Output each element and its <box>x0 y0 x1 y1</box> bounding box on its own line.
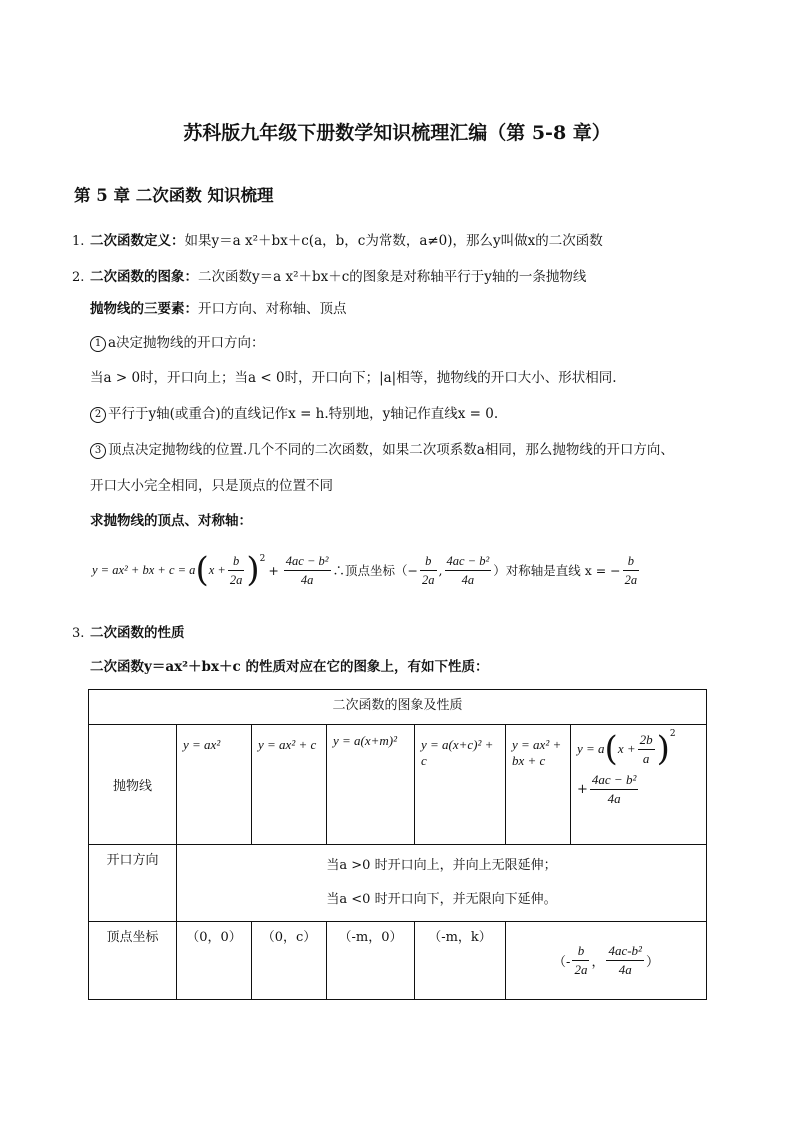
point-3-line <box>90 440 674 460</box>
table-row <box>89 725 707 845</box>
square-exponent: 2 <box>259 554 266 564</box>
graph-text: 二次函数y＝a x²＋bx＋c的图象是对称轴平行于y轴的一条抛物线 <box>198 269 587 285</box>
fraction-discriminant <box>606 942 644 979</box>
comma: , <box>438 562 443 578</box>
vertex-cell: （0，c） <box>252 922 327 1000</box>
right-paren: ) <box>656 729 670 769</box>
open-up-text: 当a >0 时开口向上，并向上无限延伸； <box>326 858 557 873</box>
fraction-denominator: 4a <box>618 962 632 977</box>
plus-sign: + <box>268 562 279 578</box>
point-2-text: 平行于y轴(或重合)的直线记作x = h.特别地，y轴记作直线x = 0. <box>108 406 499 422</box>
chapter-heading: 第 5 章 二次函数 知识梳理 <box>74 186 274 205</box>
fraction-denominator: 4a <box>300 572 314 587</box>
vertex-coordinate-text: ∴顶点坐标（− <box>332 563 419 578</box>
fraction-numerator: b <box>623 552 640 571</box>
graph-line <box>90 267 586 287</box>
open-bracket: （- <box>553 955 571 970</box>
definition-line <box>90 231 603 251</box>
fraction-denominator: 2a <box>574 962 588 977</box>
vertex-form-lhs: y = a <box>577 741 605 756</box>
item-number: 1. <box>72 234 85 249</box>
vertex-form-line <box>577 729 700 769</box>
square-exponent: 2 <box>669 729 676 739</box>
form-cell: y = ax² + c <box>252 725 327 845</box>
table-caption-row <box>89 690 707 725</box>
fraction-numerator: 4ac − b² <box>445 552 492 571</box>
row-label-vertex: 顶点坐标 <box>89 922 177 1000</box>
row-label-opening: 开口方向 <box>89 845 177 922</box>
point-1-line <box>90 333 265 353</box>
form-cell: y = a(x+m)² <box>327 725 415 845</box>
circled-number-3: 3 <box>90 443 106 459</box>
vertex-cell: （-m，k） <box>415 922 506 1000</box>
opening-direction-cell <box>177 845 707 922</box>
circled-number-2: 2 <box>90 407 106 423</box>
properties-table <box>88 689 707 1000</box>
table-row <box>89 845 707 922</box>
circled-number-1: 1 <box>90 336 106 352</box>
fraction-b-over-2a <box>228 552 245 589</box>
fraction-discriminant <box>445 552 492 589</box>
fraction-discriminant <box>284 552 331 589</box>
vertex-formula <box>92 550 641 590</box>
definition-label: 二次函数定义： <box>90 233 185 249</box>
fraction-numerator: b <box>420 552 437 571</box>
vertex-cell: （0，0） <box>177 922 252 1000</box>
fraction-numerator: b <box>572 942 589 961</box>
form-cell-vertex-form <box>571 725 707 845</box>
properties-intro-text: 二次函数y＝ax²＋bx＋c 的性质对应在它的图象上，有如下性质： <box>90 659 489 675</box>
point-1-text: a决定抛物线的开口方向： <box>108 335 265 351</box>
fraction-numerator: 4ac − b² <box>284 552 331 571</box>
vertex-cell-general <box>506 922 707 1000</box>
close-bracket: ） <box>645 955 659 970</box>
properties-label: 二次函数的性质 <box>90 625 185 641</box>
vertex-form-line2 <box>577 771 700 808</box>
form-cell: y = a(x+c)² + c <box>415 725 506 845</box>
formula-lhs: y = ax² + bx + c = a <box>92 562 196 577</box>
fraction-denominator: a <box>642 750 650 766</box>
vertex-cell: （-m，0） <box>327 922 415 1000</box>
definition-text: 如果y＝a x²＋bx＋c(a，b，c为常数，a≠0)，那么y叫做x的二次函数 <box>184 233 603 249</box>
fraction-denominator: 2a <box>229 572 243 587</box>
elements-text: 开口方向、对称轴、顶点 <box>198 301 347 317</box>
fraction-numerator: 4ac − b² <box>590 771 638 790</box>
properties-intro <box>90 657 488 677</box>
row-label-parabola: 抛物线 <box>89 725 177 845</box>
fraction-b-over-2a <box>572 942 589 979</box>
fraction-2b-over-a <box>638 731 655 768</box>
point-3b-line: 开口大小完全相同，只是顶点的位置不同 <box>90 478 333 494</box>
right-paren: ) <box>246 550 260 590</box>
axis-text: ）对称轴是直线 x = − <box>493 563 621 578</box>
fraction-b-over-2a <box>623 552 640 589</box>
fraction-b-over-2a <box>420 552 437 589</box>
fraction-denominator: 2a <box>624 572 638 587</box>
elements-line <box>90 299 347 319</box>
fraction-numerator: 4ac-b² <box>606 942 644 961</box>
vertex-heading <box>90 511 252 531</box>
fraction-discriminant <box>590 771 638 808</box>
fraction-numerator: b <box>228 552 245 571</box>
left-paren: ( <box>195 550 209 590</box>
comma: ， <box>591 955 605 970</box>
form-cell: y = ax² <box>177 725 252 845</box>
formula-inner: x + <box>208 562 226 577</box>
vertex-label: 求抛物线的顶点、对称轴： <box>90 513 252 529</box>
plus-sign: + <box>577 782 588 797</box>
general-vertex <box>512 942 700 979</box>
fraction-denominator: 4a <box>461 572 475 587</box>
fraction-numerator: 2b <box>638 731 655 750</box>
left-paren: ( <box>604 729 618 769</box>
table-row <box>89 922 707 1000</box>
open-down-text: 当a <0 时开口向下，并无限向下延伸。 <box>326 892 557 907</box>
properties-heading <box>90 623 185 643</box>
elements-label: 抛物线的三要素： <box>90 301 198 317</box>
table-caption: 二次函数的图象及性质 <box>89 690 707 725</box>
point-2-line <box>90 404 498 424</box>
point-1b-line: 当a > 0时，开口向上；当a < 0时，开口向下；|a|相等，抛物线的开口大小、形状相同. <box>90 370 617 386</box>
graph-label: 二次函数的图象： <box>90 269 198 285</box>
item-number: 2. <box>72 270 85 285</box>
form-cell: y = ax² + bx + c <box>506 725 571 845</box>
point-3-text: 顶点决定抛物线的位置.几个不同的二次函数，如果二次项系数a相同，那么抛物线的开口方向、 <box>108 442 674 458</box>
vertex-form-inner: x + <box>617 741 636 756</box>
page-title: 苏科版九年级下册数学知识梳理汇编（第 5-8 章） <box>183 122 611 144</box>
fraction-denominator: 2a <box>422 572 435 587</box>
item-number: 3. <box>72 626 85 641</box>
fraction-denominator: 4a <box>607 791 621 806</box>
